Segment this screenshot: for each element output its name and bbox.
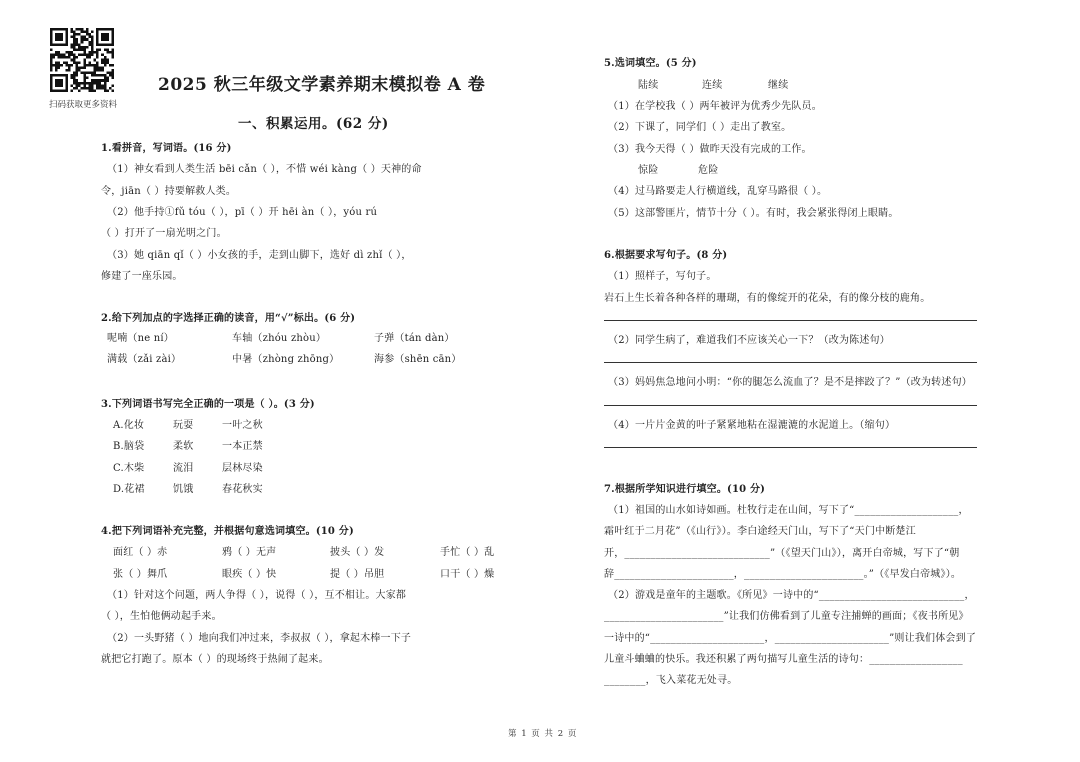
q3-option-word: 饥饿 <box>173 484 194 495</box>
answer-line[interactable] <box>604 447 977 448</box>
q1-line-2: 令，jiān（ ）持要解救人类。 <box>101 186 237 197</box>
q5-line-3: （3）我今天得（ ）做昨天没有完成的工作。 <box>608 144 812 155</box>
q5-choice-word: 继续 <box>768 80 789 91</box>
q5-line-1: （1）在学校我（ ）两年被评为优秀少先队员。 <box>608 101 822 112</box>
q4-line-4: 就把它打跑了。原本（ ）的现场终于热闹了起来。 <box>101 654 329 665</box>
answer-line[interactable] <box>604 320 977 321</box>
q2-item: 车轴（zhóu zhòu） <box>232 333 327 344</box>
q4-word: 张（ ）舞爪 <box>113 569 168 580</box>
q7-line-5: （2）游戏是童年的主题歌。《所见》一诗中的“____________________________， <box>608 590 975 601</box>
q3-option: D.花裙 <box>113 484 145 495</box>
q1-line-5: （3）她 qiān qǐ（ ）小女孩的手，走到山脚下，选好 dì zhǐ（ ）， <box>107 250 412 261</box>
q3-option-word: 层林尽染 <box>222 463 263 474</box>
q5-line-5: （5）这部警匪片，情节十分（ ）。有时，我会紧张得闭上眼睛。 <box>608 208 899 219</box>
q1-line-1: （1）神女看到人类生活 bēi cǎn（ ），不惜 wéi kàng（ ）天神的命 <box>107 164 422 175</box>
q6-line-3: （2）同学生病了，难道我们不应该关心一下？（改为陈述句） <box>608 335 890 346</box>
q3-option: B.脑袋 <box>113 441 145 452</box>
q4-word: 鸦（ ）无声 <box>222 547 277 558</box>
q4-line-3: （2）一头野猪（ ）地向我们冲过来，李叔叔（ ），拿起木棒一下子 <box>107 633 412 644</box>
q5-line-4: （4）过马路要走人行横道线，乱穿马路很（ ）。 <box>608 186 828 197</box>
q5-line-2: （2）下课了，同学们（ ）走出了教室。 <box>608 122 792 133</box>
qr-caption: 扫码获取更多资料 <box>49 100 118 110</box>
q6-title: 6.根据要求写句子。(8 分) <box>604 250 728 261</box>
q1-line-6: 修建了一座乐园。 <box>101 271 183 282</box>
q4-word: 眼疾（ ）快 <box>222 569 277 580</box>
answer-line[interactable] <box>604 362 977 363</box>
q4-line-1: （1）针对这个问题，两人争得（ ），说得（ ），互不相让。大家都 <box>107 590 407 601</box>
q2-title: 2.给下列加点的字选择正确的读音，用“√”标出。(6 分) <box>101 313 356 324</box>
q7-line-4: 辞_______________________，_______________________。”（《早发白帝城》）。 <box>604 569 962 580</box>
q7-title: 7.根据所学知识进行填空。(10 分) <box>604 484 766 495</box>
section-title: 一、积累运用。(62 分) <box>238 116 389 132</box>
q4-word: 手忙（ ）乱 <box>440 547 495 558</box>
q7-line-6: _______________________”让我们仿佛看到了儿童专注捕蝉的画面；《夜书所见》 <box>604 611 969 622</box>
q3-title: 3.下列词语书写完全正确的一项是（ ）。(3 分) <box>101 399 315 410</box>
q5-choice-word: 惊险 <box>638 165 659 176</box>
q5-title: 5.选词填空。(5 分) <box>604 58 697 69</box>
q7-line-1: （1）祖国的山水如诗如画。杜牧行走在山间，写下了“____________________， <box>608 505 969 516</box>
page-title: 2025 秋三年级文学素养期末模拟卷 A 卷 <box>158 75 486 95</box>
answer-line[interactable] <box>604 405 977 406</box>
q3-option: A.化妆 <box>113 420 145 431</box>
q7-line-8: 儿童斗蛐蛐的快乐。我还积累了两句描写儿童生活的诗句：__________________ <box>604 654 963 665</box>
q3-option-word: 柔软 <box>173 441 194 452</box>
q3-option-word: 春花秋实 <box>222 484 263 495</box>
q6-line-5: （4）一片片金黄的叶子紧紧地粘在湿漉漉的水泥道上。（缩句） <box>608 420 896 431</box>
q2-item: 海参（shēn cān） <box>374 354 462 365</box>
q2-item: 中暑（zhòng zhōng） <box>232 354 340 365</box>
q4-word: 口干（ ）燥 <box>440 569 495 580</box>
q4-title: 4.把下列词语补充完整，并根据句意选词填空。(10 分) <box>101 526 354 537</box>
q4-line-2: （ ），生怕他俩动起手来。 <box>101 611 222 622</box>
q7-line-3: 开，____________________________”（《望天门山》），离开白帝城，写下了“朝 <box>604 548 960 559</box>
q7-line-2: 霜叶红于二月花”（《山行》）。李白途经天门山，写下了“天门中断楚江 <box>604 526 916 537</box>
q3-option-word: 玩耍 <box>173 420 194 431</box>
q3-option-word: 流泪 <box>173 463 194 474</box>
q2-item: 子弹（tán dàn） <box>374 333 455 344</box>
page-number: 第 1 页 共 2 页 <box>508 729 578 739</box>
q4-word: 披头（ ）发 <box>330 547 385 558</box>
q5-choice-word: 危险 <box>698 165 719 176</box>
q1-line-4: （ ）打开了一扇光明之门。 <box>101 228 227 239</box>
q2-item: 满载（zǎi zài） <box>107 354 182 365</box>
q6-line-4: （3）妈妈焦急地问小明：“你的腿怎么流血了？是不是摔跤了？”（改为转述句） <box>608 377 972 388</box>
q3-option-word: 一叶之秋 <box>222 420 263 431</box>
q4-word: 面红（ ）赤 <box>113 547 168 558</box>
q5-choice-word: 连续 <box>702 80 723 91</box>
q3-option: C.木柴 <box>113 463 145 474</box>
q6-line-2: 岩石上生长着各种各样的珊瑚，有的像绽开的花朵，有的像分枝的鹿角。 <box>604 293 931 304</box>
q7-line-7: 一诗中的“______________________，______________________”则让我们体会到了 <box>604 633 977 644</box>
q7-line-9: ________，飞入菜花无处寻。 <box>604 675 738 686</box>
q6-line-1: （1）照样子，写句子。 <box>608 271 717 282</box>
q1-line-3: （2）他手持①fǔ tóu（ ），pī（ ）开 hēi àn（ ），yóu rú <box>107 207 378 218</box>
q5-choice-word: 陆续 <box>638 80 659 91</box>
qr-code-image <box>50 28 114 92</box>
q4-word: 提（ ）吊胆 <box>330 569 385 580</box>
q3-option-word: 一本正禁 <box>222 441 263 452</box>
q2-item: 呢喃（ne ní） <box>107 333 174 344</box>
q1-title: 1.看拼音，写词语。(16 分) <box>101 143 232 154</box>
